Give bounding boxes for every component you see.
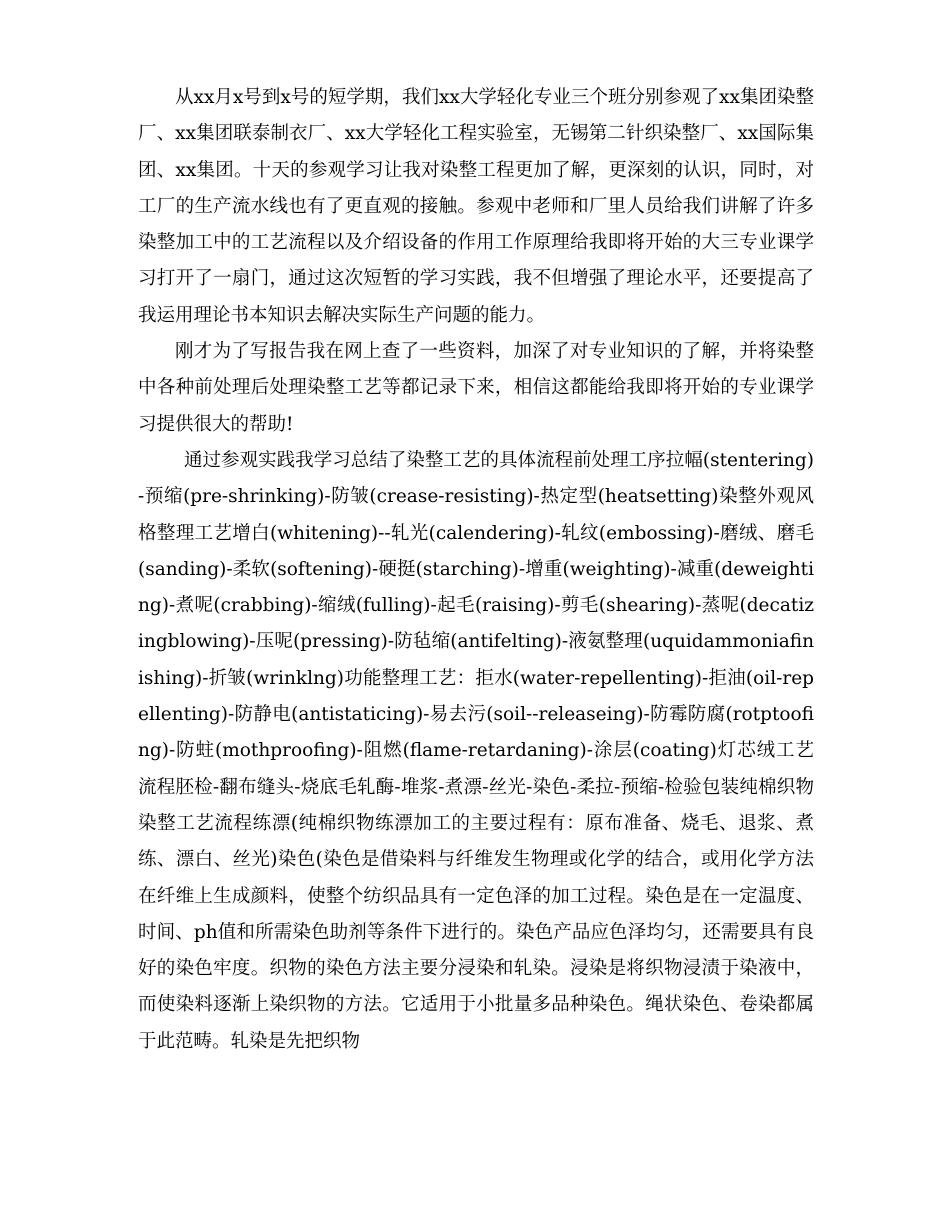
paragraph-process-summary: 通过参观实践我学习总结了染整工艺的具体流程前处理工序拉幅(stentering)-预缩(pre-shrinking)-防皱(crease-resisting)-热定型(heatsetting)染整外观风格整理工艺增白(whitening)--轧光(calendering)-轧纹(embossing)-磨绒、磨毛(sanding)-柔软(softening)-硬挺(starching)-增重(weighting)-减重(deweighting)-煮呢(crabbing)-缩绒(fulling)-起毛(raising)-剪毛(shearing)-蒸呢(decatizingblowing)-压呢(pressing)-防毡缩(antifelting)-液氨整理(uquidammoniafinishing)-折皱(wrinklng)功能整理工艺：拒水(water-repellenting)-拒油(oil-repellenting)-防静电(antistaticing)-易去污(soil--releaseing)-防霉防腐(rotptoofing)-防蛀(mothproofing)-阻燃(flame-retardaning)-涂层(coating)灯芯绒工艺流程胚检-翻布缝头-烧底毛轧酶-堆浆-煮漂-丝光-染色-柔拉-预缩-检验包装纯棉织物染整工艺流程练漂(纯棉织物练漂加工的主要过程有：原布准备、烧毛、退浆、煮练、漂白、丝光)染色(染色是借染料与纤维发生物理或化学的结合，或用化学方法在纤维上生成颜料，使整个纺织品具有一定色泽的加工过程。染色是在一定温度、时间、ph值和所需染色助剂等条件下进行的。染色产品应色泽均匀，还需要具有良好的染色牢度。织物的染色方法主要分浸染和轧染。浸染是将织物浸渍于染液中，而使染料逐渐上染织物的方法。它适用于小批量多品种染色。绳状染色、卷染都属于此范畴。轧染是先把织物	[138, 449, 814, 1052]
paragraph-intro: 从xx月x号到x号的短学期，我们xx大学轻化专业三个班分别参观了xx集团染整厂、xx集团联泰制衣厂、xx大学轻化工程实验室，无锡第二针织染整厂、xx国际集团、xx集团。十天的参观学习让我对染整工程更加了解，更深刻的认识，同时，对工厂的生产流水线也有了更直观的接触。参观中老师和厂里人员给我们讲解了许多染整加工中的工艺流程以及介绍设备的作用工作原理给我即将开始的大三专业课学习打开了一扇门，通过这次短暂的学习实践，我不但增强了理论水平，还要提高了我运用理论书本知识去解决实际生产问题的能力。	[138, 87, 814, 326]
paragraph-report-note: 刚才为了写报告我在网上查了一些资料，加深了对专业知识的了解，并将染整中各种前处理后处理染整工艺等都记录下来，相信这都能给我即将开始的专业课学习提供很大的帮助!	[138, 341, 814, 435]
document-body	[138, 80, 814, 1060]
